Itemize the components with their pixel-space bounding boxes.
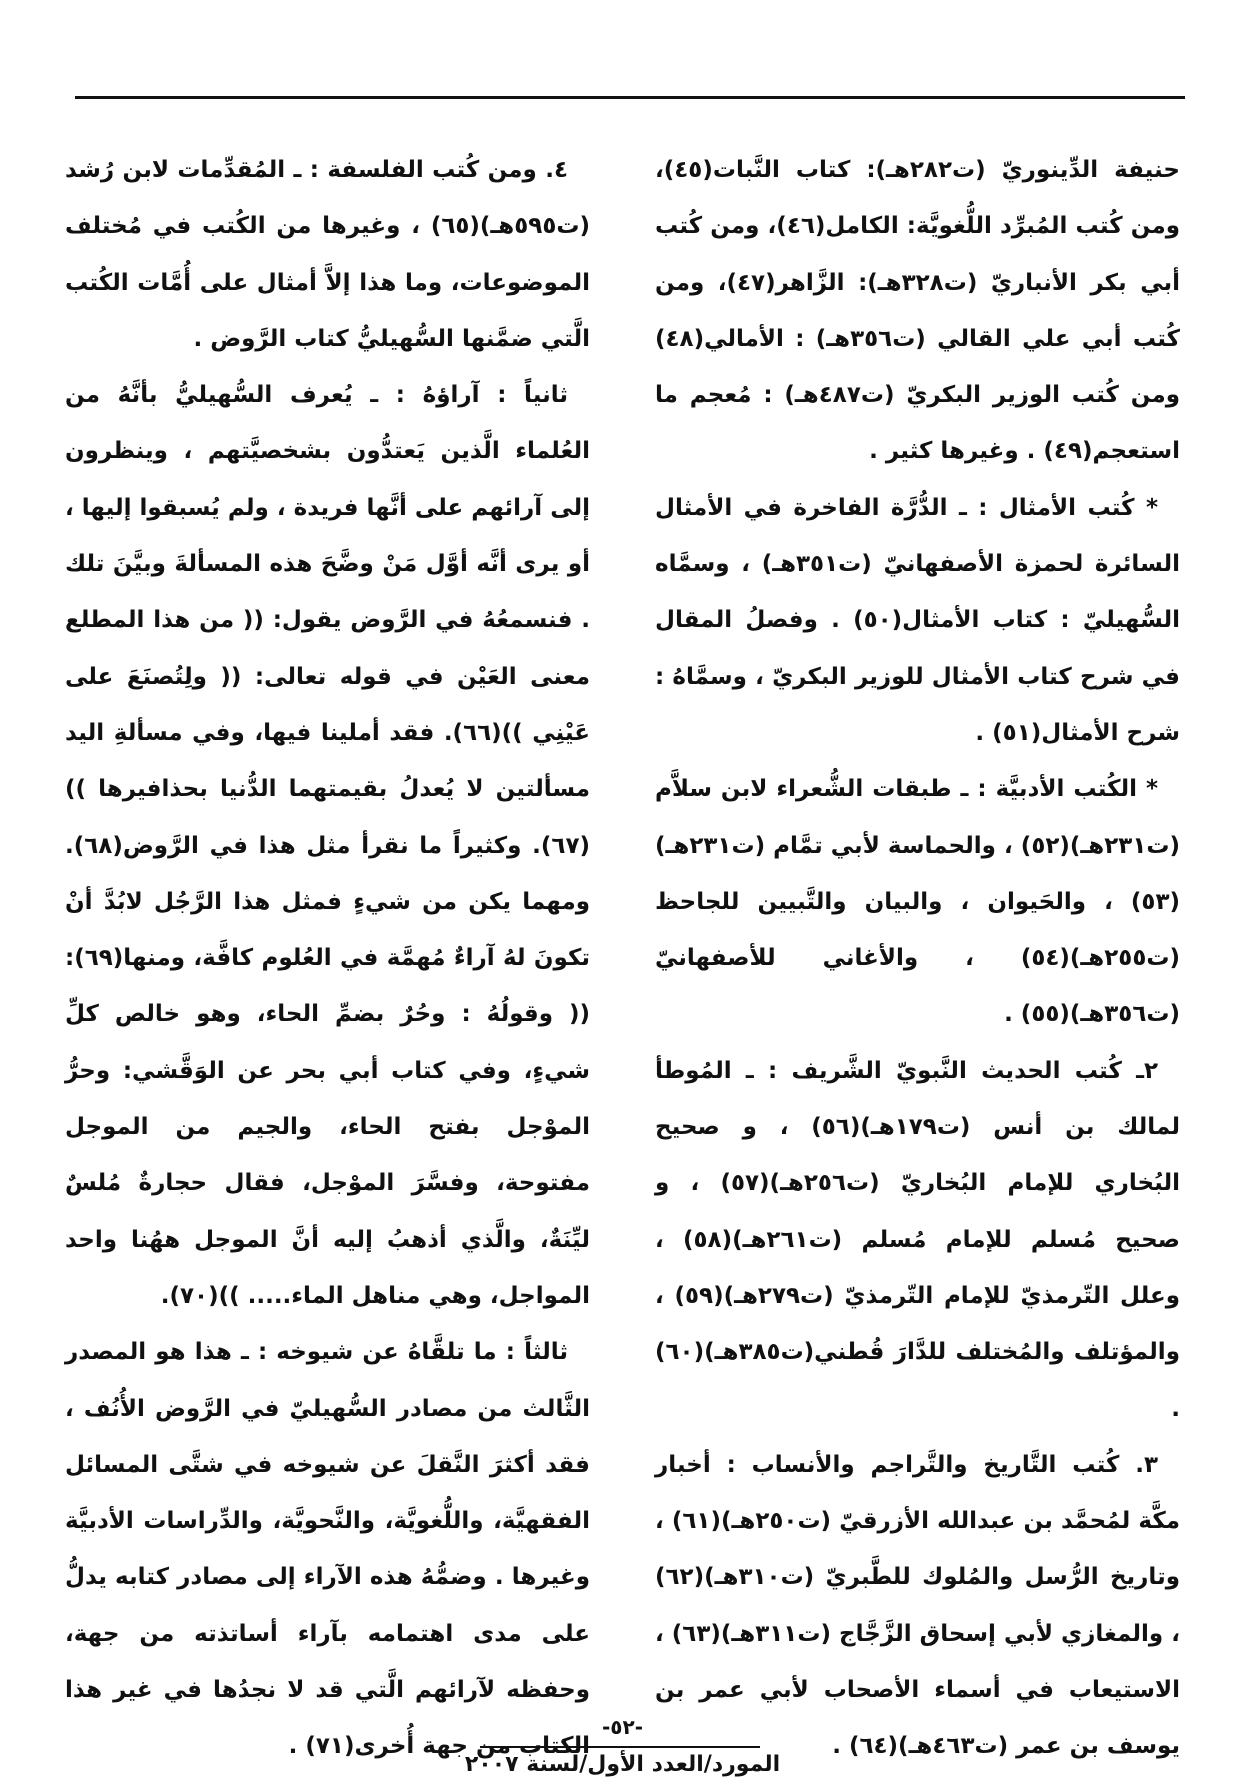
right-column [655,142,1180,1775]
footer-rule [480,1746,760,1748]
paragraph: حنيفة الدِّينوريّ (ت٢٨٢هـ): كتاب النَّبات(٤٥)، ومن كُتب المُبرِّد اللُّغويَّة: الكامل(٤٦)، ومن كُتب أبي بكر الأنباريّ (ت٣٢٨هـ): الزَّاهر(٤٧)، ومن كُتب أبي علي القالي (ت٣٥٦هـ) : الأمالي(٤٨) ومن كُتب الوزير البكريّ (ت٤٨٧هـ) : مُعجم ما استعجم(٤٩) . وغيرها كثير . [655,157,1180,465]
paragraph: ٣. كُتب التَّاريخ والتَّراجم والأنساب : أخبار مكَّة لمُحمَّد بن عبدالله الأزرقيّ (ت٢٥٠هـ)(٦١) ، وتاريخ الرُّسل والمُلوك للطَّبريّ (ت٣١٠هـ)(٦٢) ، والمغازي لأبي إسحاق الزَّجَّاج (ت٣١١هـ)(٦٣) ، الاستيعاب في أسماء الأصحاب لأبي عمر بن يوسف بن عمر (ت٤٦٣هـ)(٦٤) . [655,1451,1180,1760]
left-column [65,142,590,1775]
paragraph: ٤. ومن كُتب الفلسفة : ـ المُقدِّمات لابن رُشد (ت٥٩٥هـ)(٦٥) ، وغيرها من الكُتب في مُختلف الموضوعات، وما هذا إلاَّ أمثال على أُمَّات الكُتب الَّتي ضمَّنها السُّهيليُّ كتاب الرَّوض . [65,157,590,352]
paragraph: * الكُتب الأدبيَّة : ـ طبقات الشُّعراء لابن سلاَّم (ت٢٣١هـ)(٥٢) ، والحماسة لأبي تمَّام (ت٢٣١هـ)(٥٣) ، والحَيوان ، والبيان والتَّبيين للجاحظ (ت٢٥٥هـ)(٥٤) ، والأغاني للأصفهانيّ (ت٣٥٦هـ)(٥٥) . [655,776,1180,1028]
top-rule [75,96,1185,99]
paragraph: * كُتب الأمثال : ـ الدُّرَّة الفاخرة في الأمثال السائرة لحمزة الأصفهانيّ (ت٣٥١هـ) ، وسمَّاه السُّهيليّ : كتاب الأمثال(٥٠) . وفصلُ المقال في شرح كتاب الأمثال للوزير البكريّ ، وسمَّاهُ : شرح الأمثال(٥١) . [655,494,1180,746]
paragraph: ثانياً : آراؤهُ : ـ يُعرف السُّهيليُّ بأنَّهُ من العُلماء الَّذين يَعتدُّون بشخصيَّتهم ، وينظرون إلى آرائهم على أنَّها فريدة ، ولم يُسبقوا إليها ، أو يرى أنَّه أوَّل مَنْ وضَّحَ هذه المسألةَ وبيَّنَ تلك . فنسمعُهُ في الرَّوض يقول: (( من هذا المطلع معنى العَيْن في قوله تعالى: (( ولِتُصنَعَ على عَيْنِي ))(٦٦). فقد أملينا فيها، وفي مسألةِ اليد مسألتين لا يُعدلُ بقيمتهما الدُّنيا بحذافيرها ))(٦٧). وكثيراً ما نقرأ مثل هذا في الرَّوض(٦٨). ومهما يكن من شيءٍ فمثل هذا الرَّجُل لابُدَّ أنْ تكونَ لهُ آراءٌ مُهمَّة في العُلوم كافَّة، ومنها(٦٩):(( وقولُهُ : وحُرٌ بضمِّ الحاء، وهو خالص كلِّ شيءٍ، وفي كتاب أبي بحر عن الوَقَّشي: وحرُّ الموْجل بفتح الحاء، والجيم من الموجل مفتوحة، وفسَّرَ الموْجل، فقال حجارةٌ مُلسٌ ليِّنَةٌ، والَّذي أذهبُ إليه أنَّ الموجل ههُنا واحد المواجل، وهي مناهل الماء..... ))(٧٠). [65,382,590,1309]
page-number: -٥٢- [601,1715,644,1739]
paragraph: ٢ـ كُتب الحديث النَّبويّ الشَّريف : ـ المُوطأ لمالك بن أنس (ت١٧٩هـ)(٥٦) ، و صحيح البُخاري للإمام البُخاريّ (ت٢٥٦هـ)(٥٧) ، و صحيح مُسلم للإمام مُسلم (ت٢٦١هـ)(٥٨) ، وعلل التّرمذيّ للإمام التّرمذيّ (ت٢٧٩هـ)(٥٩) ، والمؤتلف والمُختلف للدَّارَ قُطني(ت٣٨٥هـ)(٦٠) . [655,1057,1180,1422]
journal-footer: المورد/العدد الأول/لسنة ٢٠٠٧ [464,1752,781,1777]
paragraph: ثالثاً : ما تلقَّاهُ عن شيوخه : ـ هذا هو المصدر الثَّالث من مصادر السُّهيليّ في الرَّوض الأُنُف ، فقد أكثرَ النَّقلَ عن شيوخه في شتَّى المسائل الفقهيَّة، واللُّغويَّة، والنَّحويَّة، والدِّراسات الأدبيَّة وغيرها . وضمُّهُ هذه الآراء إلى مصادر كتابه يدلُّ على مدى اهتمامه بآراء أساتذته من جهة، وحفظه لآرائهم الَّتي قد لا نجدُها في غير هذا الكتاب من جهة أُخرى(٧١) . [65,1339,590,1760]
